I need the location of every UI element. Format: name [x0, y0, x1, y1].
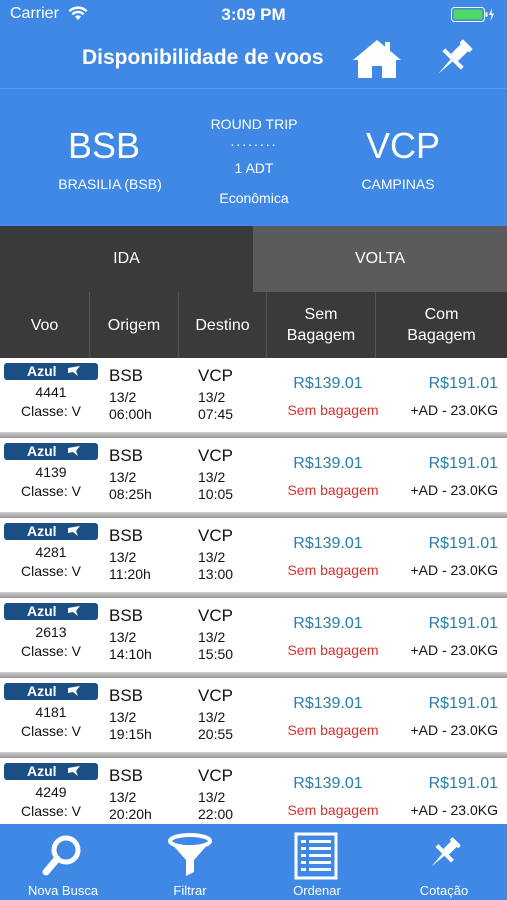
- origin-code: BSB: [67, 125, 141, 166]
- price-no-bag[interactable]: R$139.01: [293, 615, 363, 632]
- fare-class: Classe: V: [21, 723, 81, 739]
- column-header: [0, 292, 507, 358]
- destination-code: VCP: [198, 446, 233, 465]
- airline-name: Azul: [27, 363, 57, 379]
- flight-number: 4281: [35, 544, 67, 560]
- carrier-label: Carrier: [10, 5, 59, 22]
- flight-number: 4139: [35, 464, 67, 480]
- airline-name: Azul: [27, 523, 57, 539]
- airline-logo: [4, 523, 98, 540]
- passenger-count: 1 ADT: [234, 160, 274, 176]
- bird-icon: [67, 605, 81, 617]
- destination-code: VCP: [198, 526, 233, 545]
- origin-code: BSB: [109, 686, 144, 705]
- no-bag-label: Sem bagagem: [287, 802, 379, 818]
- price-with-bag[interactable]: R$191.01: [428, 615, 498, 632]
- status-time: 3:09 PM: [221, 5, 286, 24]
- airline-logo: [4, 363, 98, 380]
- departure-date: 13/2: [109, 469, 137, 485]
- pin-icon: [419, 832, 469, 880]
- bag-allowance: +AD - 23.0KG: [410, 482, 498, 498]
- arrival-date: 13/2: [198, 709, 226, 725]
- price-with-bag[interactable]: R$191.01: [428, 695, 498, 712]
- route-summary: [0, 88, 507, 226]
- battery-icon: [451, 7, 495, 28]
- fare-class: Classe: V: [21, 643, 81, 659]
- arrival-time: 13:00: [198, 566, 234, 582]
- airline-name: Azul: [27, 683, 57, 699]
- flight-number: 4249: [35, 784, 67, 800]
- destination-city: CAMPINAS: [361, 176, 435, 192]
- bag-allowance: +AD - 23.0KG: [410, 642, 498, 658]
- airline-logo: [4, 763, 98, 780]
- origin-city: BRASILIA (BSB): [58, 176, 162, 192]
- departure-time: 14:10h: [109, 646, 152, 662]
- price-no-bag[interactable]: R$139.01: [293, 695, 363, 712]
- nova-busca-label: Nova Busca: [27, 883, 99, 898]
- no-bag-label: Sem bagagem: [287, 402, 379, 418]
- column-com-line2: Bagagem: [407, 327, 476, 344]
- airline-name: Azul: [27, 603, 57, 619]
- bird-icon: [67, 525, 81, 537]
- fare-class: Classe: V: [21, 483, 81, 499]
- airline-name: Azul: [27, 763, 57, 779]
- no-bag-label: Sem bagagem: [287, 642, 379, 658]
- origin-code: BSB: [109, 446, 144, 465]
- column-destino: Destino: [179, 292, 267, 358]
- arrival-date: 13/2: [198, 549, 226, 565]
- cabin-class: Econômica: [219, 190, 289, 206]
- origin-code: BSB: [109, 606, 144, 625]
- bag-allowance: +AD - 23.0KG: [410, 722, 498, 738]
- bird-icon: [67, 685, 81, 697]
- price-with-bag[interactable]: R$191.01: [428, 455, 498, 472]
- home-button[interactable]: [350, 36, 404, 82]
- departure-time: 19:15h: [109, 726, 152, 742]
- price-with-bag[interactable]: R$191.01: [428, 535, 498, 552]
- flight-row[interactable]: [0, 438, 507, 518]
- nova-busca-button[interactable]: [0, 824, 126, 900]
- airline-name: Azul: [27, 443, 57, 459]
- airline-logo: [4, 443, 98, 460]
- origin-code: BSB: [109, 766, 144, 785]
- departure-date: 13/2: [109, 789, 137, 805]
- price-no-bag[interactable]: R$139.01: [293, 775, 363, 792]
- airline-logo: [4, 603, 98, 620]
- bag-allowance: +AD - 23.0KG: [410, 562, 498, 578]
- airline-logo: [4, 683, 98, 700]
- destination-code: VCP: [198, 366, 233, 385]
- column-sem-line1: Sem: [304, 306, 338, 323]
- app-header: [0, 30, 507, 88]
- search-icon: [38, 832, 88, 880]
- bag-allowance: +AD - 23.0KG: [410, 802, 498, 818]
- fare-class: Classe: V: [21, 563, 81, 579]
- origin-code: BSB: [109, 366, 144, 385]
- price-with-bag[interactable]: R$191.01: [428, 775, 498, 792]
- bird-icon: [67, 765, 81, 777]
- destination-code: VCP: [198, 606, 233, 625]
- pin-icon: [428, 36, 478, 82]
- destination-code: VCP: [198, 686, 233, 705]
- arrival-date: 13/2: [198, 789, 226, 805]
- trip-type: ROUND TRIP: [210, 116, 298, 132]
- flight-row[interactable]: [0, 678, 507, 758]
- arrival-time: 22:00: [198, 806, 234, 822]
- tab-volta[interactable]: VOLTA: [253, 226, 507, 292]
- flight-row[interactable]: [0, 358, 507, 438]
- flight-list[interactable]: [0, 358, 507, 824]
- bottom-toolbar: [0, 824, 507, 900]
- column-sem-bagagem[interactable]: [267, 292, 376, 358]
- arrival-time: 07:45: [198, 406, 234, 422]
- flight-number: 4441: [35, 384, 67, 400]
- ordenar-button[interactable]: [254, 824, 380, 900]
- arrival-date: 13/2: [198, 469, 226, 485]
- departure-date: 13/2: [109, 709, 137, 725]
- flight-row[interactable]: [0, 518, 507, 598]
- departure-time: 20:20h: [109, 806, 152, 822]
- fare-class: Classe: V: [21, 803, 81, 819]
- trip-dots: ........: [230, 133, 278, 149]
- price-no-bag[interactable]: R$139.01: [293, 455, 363, 472]
- price-no-bag[interactable]: R$139.01: [293, 535, 363, 552]
- departure-time: 08:25h: [109, 486, 152, 502]
- column-com-line1: Com: [424, 306, 459, 323]
- filter-icon: [165, 832, 215, 880]
- bird-icon: [67, 445, 81, 457]
- destination-code: VCP: [198, 766, 233, 785]
- cotacao-label: Cotação: [419, 883, 469, 898]
- cotacao-button[interactable]: [381, 824, 507, 900]
- arrival-date: 13/2: [198, 629, 226, 645]
- departure-time: 11:20h: [109, 566, 151, 582]
- pin-button[interactable]: [428, 36, 478, 82]
- home-icon: [350, 36, 404, 82]
- column-origem: Origem: [90, 292, 179, 358]
- price-with-bag[interactable]: R$191.01: [428, 375, 498, 392]
- column-voo: Voo: [0, 292, 90, 358]
- no-bag-label: Sem bagagem: [287, 722, 379, 738]
- arrival-date: 13/2: [198, 389, 226, 405]
- filtrar-label: Filtrar: [173, 883, 207, 898]
- origin-code: BSB: [109, 526, 144, 545]
- flight-number: 4181: [35, 704, 67, 720]
- column-com-bagagem[interactable]: [376, 292, 507, 358]
- page-title: Disponibilidade de voos: [82, 46, 324, 69]
- tab-ida[interactable]: IDA: [0, 226, 253, 292]
- filtrar-button[interactable]: [127, 824, 253, 900]
- arrival-time: 15:50: [198, 646, 234, 662]
- arrival-time: 10:05: [198, 486, 234, 502]
- flight-number: 2613: [35, 624, 67, 640]
- bag-allowance: +AD - 23.0KG: [410, 402, 498, 418]
- destination-code: VCP: [365, 125, 441, 166]
- fare-class: Classe: V: [21, 403, 81, 419]
- no-bag-label: Sem bagagem: [287, 562, 379, 578]
- list-icon: [292, 832, 342, 880]
- no-bag-label: Sem bagagem: [287, 482, 379, 498]
- status-bar: [0, 0, 507, 30]
- price-no-bag[interactable]: R$139.01: [293, 375, 363, 392]
- bird-icon: [67, 365, 81, 377]
- departure-time: 06:00h: [109, 406, 152, 422]
- column-sem-line2: Bagagem: [286, 327, 356, 344]
- departure-date: 13/2: [109, 389, 137, 405]
- departure-date: 13/2: [109, 629, 137, 645]
- flight-row[interactable]: [0, 598, 507, 678]
- arrival-time: 20:55: [198, 726, 234, 742]
- departure-date: 13/2: [109, 549, 137, 565]
- ordenar-label: Ordenar: [293, 883, 341, 898]
- flight-row[interactable]: [0, 758, 507, 824]
- direction-tabs: [0, 226, 507, 292]
